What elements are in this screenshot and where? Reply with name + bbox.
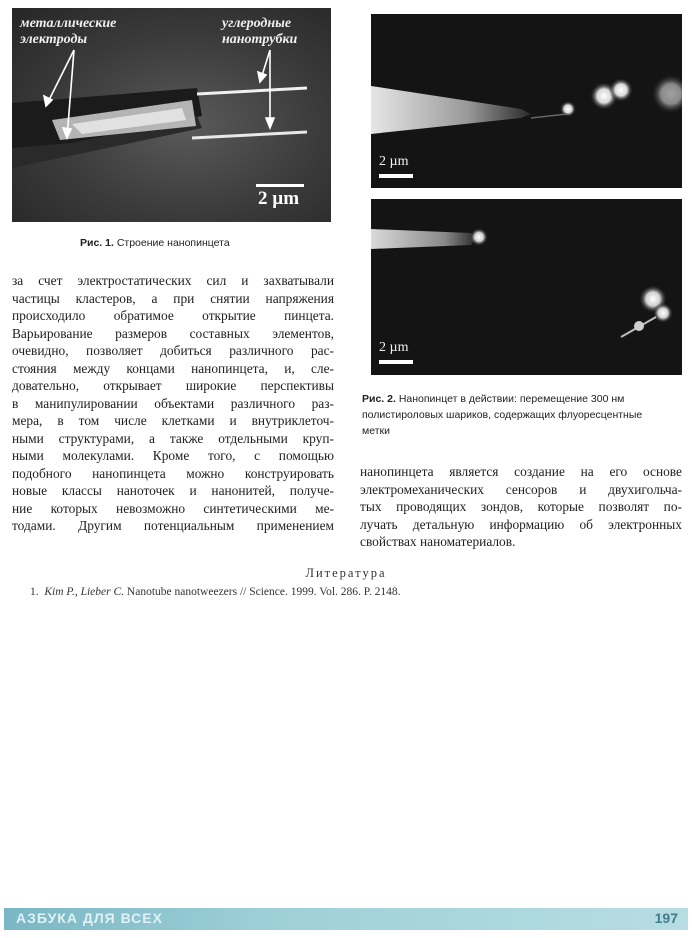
reference-text: Nanotube nanotweezers // Science. 1999. Vol. 286. P. 2148. (126, 586, 401, 598)
text-line: довательно, открывает широкие перспективы (12, 378, 334, 393)
text-line: мера, в том числе клетками и внутриклеточ- (12, 413, 334, 428)
reference-item (30, 586, 401, 598)
nanotubes-label: углеродные нанотрубки (222, 16, 298, 47)
text-line: ными структурами, а также отдельными круп- (12, 430, 334, 446)
text-line: тых проводящих зондов, которые позволят по- (360, 499, 682, 514)
right-text-column (360, 463, 682, 551)
caption-number: Рис. 1. (80, 237, 114, 249)
tweezers-micrograph-bottom (371, 199, 682, 375)
text-line: Варьирование размеров составных элементов, (12, 325, 334, 341)
figure-2-caption (362, 391, 682, 439)
text-line: очевидно, позволяет добиться различного рас- (12, 343, 334, 358)
scale-bar-bottom (379, 360, 413, 364)
text-line: в манипулировании объектами различного раз- (12, 395, 334, 411)
figure-1-caption (80, 235, 230, 251)
scale-label-top: 2 µm (379, 154, 409, 169)
caption-number: Рис. 2. (362, 393, 396, 405)
text-line: происходило обратимое открытие пинцета. (12, 308, 334, 323)
text-line: новые классы наноточек и нанонитей, получе- (12, 483, 334, 498)
text-line: за счет электростатических сил и захватывали (12, 273, 334, 288)
tweezers-micrograph-top (371, 14, 682, 188)
page-footer (4, 908, 688, 930)
reference-authors: Kim P., Lieber C. (44, 586, 125, 598)
scale-label-bottom: 2 µm (379, 340, 409, 355)
text-line: нанопинцета является создание на его основе (360, 464, 682, 479)
figure-2-top-image (371, 14, 682, 188)
figure-1-image (12, 8, 331, 222)
caption-line: полистироловых шариков, содержащих флуоресцентные (362, 409, 643, 421)
text-line: тодами. Другим потенциальным применением (12, 518, 334, 533)
text-line: стояния между концами нанопинцета, и, сле- (12, 360, 334, 376)
text-line: электромеханических сенсоров и двухигольча- (360, 481, 682, 497)
caption-line: Нанопинцет в действии: перемещение 300 нм (398, 393, 625, 405)
scale-bar-top (379, 174, 413, 178)
text-line: подобного нанопинцета можно конструировать (12, 465, 334, 481)
text-line: ными молекулами. Кроме того, с помощью (12, 448, 334, 463)
text-line: ние которых невозможно синтетическими ме- (12, 500, 334, 516)
figure-2-bottom-image (371, 199, 682, 375)
left-text-column (12, 272, 334, 535)
reference-number: 1. (30, 586, 39, 598)
scale-label: 2 µm (258, 188, 300, 209)
text-line: частицы кластеров, а при снятии напряжения (12, 290, 334, 306)
section-title: АЗБУКА ДЛЯ ВСЕХ (16, 910, 163, 926)
references-title: Литература (305, 566, 387, 580)
caption-text: Строение нанопинцета (116, 237, 230, 249)
electrodes-label: металлические электроды (20, 16, 117, 47)
caption-line: метки (362, 425, 390, 437)
page-number: 197 (654, 910, 678, 926)
text-line: свойствах наноматериалов. (360, 534, 516, 549)
text-line: лучать детальную информацию об электронных (360, 516, 682, 532)
